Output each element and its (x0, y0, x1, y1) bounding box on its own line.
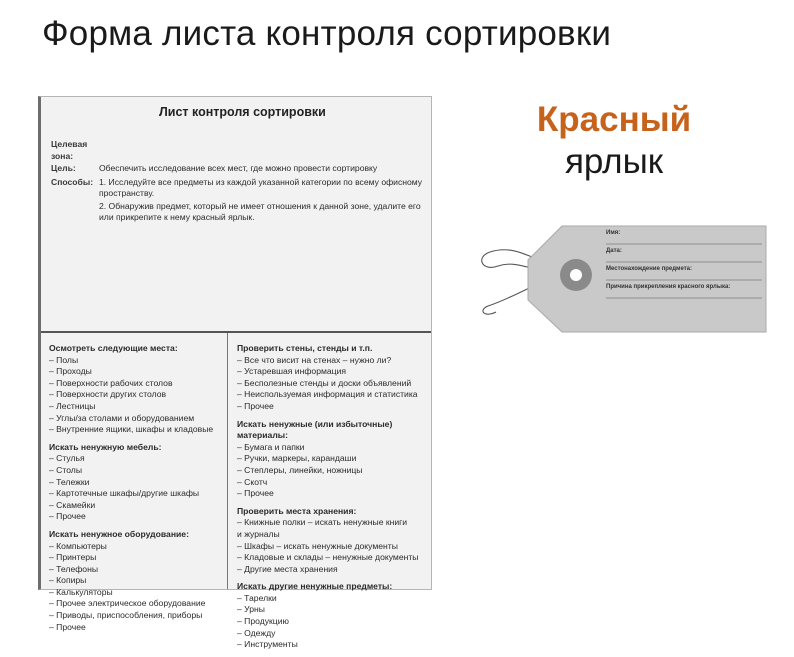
sheet-meta-value (99, 163, 429, 176)
sheet-meta-key: Целевая зона: (51, 139, 88, 161)
sheet-meta-key: Цель: (51, 163, 76, 173)
checklist-item: – Устаревшая информация (237, 366, 347, 377)
checklist-item: – Продукцию (237, 616, 289, 627)
checklist-item: – Прочее (49, 511, 86, 522)
checklist-item: – Прочее электрическое оборудование (49, 598, 206, 609)
sheet-right-column (237, 343, 429, 657)
checklist-item: – Телефоны (49, 563, 98, 574)
checklist-item: – Ручки, маркеры, карандаши (237, 453, 357, 464)
checklist-item: – Прочее (237, 400, 274, 411)
checklist-item: – Урны (237, 604, 265, 615)
sheet-meta-key: Способы: (51, 176, 94, 187)
sheet-meta-value (99, 177, 429, 225)
checklist-item: – Одежду (237, 627, 276, 638)
checklist-heading: Проверить стены, стенды и т.п. (237, 343, 373, 353)
checklist-heading: Проверить места хранения: (237, 505, 357, 516)
sheet-divider (41, 331, 431, 333)
tag-field-label: Причина прикрепления красного ярлыка: (606, 284, 731, 290)
checklist-item: – Столы (49, 464, 82, 475)
sheet-meta-line: 2. Обнаружив предмет, который не имеет отношения к данной зоне, удалите его или прикрепите к нему красный ярлык. (99, 200, 421, 222)
sheet-column-divider (227, 333, 228, 589)
checklist-item: – Принтеры (49, 552, 97, 563)
checklist-item: – Поверхности рабочих столов (49, 377, 173, 388)
checklist-item: и журналы (237, 528, 280, 539)
checklist-heading: Искать ненужную мебель: (49, 441, 162, 452)
sheet-meta-value (99, 139, 429, 162)
tag-caption-label: ярлык (564, 142, 664, 181)
sheet-meta (51, 139, 429, 226)
checklist-heading: Искать ненужные (или избыточные) материалы: (237, 418, 393, 441)
checklist-item: – Скамейки (49, 499, 96, 510)
sheet-meta-row (51, 139, 429, 162)
checklist-item: – Кладовые и склады – ненужные документы (237, 552, 419, 563)
checklist-heading: Осмотреть следующие места: (49, 343, 178, 353)
checklist-item: – Проходы (49, 366, 92, 377)
checklist-section (237, 581, 429, 651)
tag-field-label: Имя: (606, 230, 621, 236)
checklist-item: – Калькуляторы (49, 586, 113, 597)
checklist-item: – Книжные полки – искать ненужные книги (237, 517, 408, 528)
checklist-item: – Прочее (49, 621, 86, 632)
checklist-item: – Скотч (237, 476, 268, 487)
tag-caption-red: Красный (536, 100, 692, 139)
tag-caption (505, 100, 723, 184)
checklist-item: – Неиспользуемая информация и статистика (237, 389, 418, 400)
checklist-item: – Внутренние ящики, шкафы и кладовые (49, 424, 214, 435)
sheet-meta-line: 1. Исследуйте все предметы из каждой указанной категории по всему офисному пространству. (99, 176, 423, 198)
checklist-item: – Компьютеры (49, 540, 107, 551)
tag-field-label: Местонахождение предмета: (606, 266, 692, 272)
checklist-item: – Степлеры, линейки, ножницы (237, 464, 363, 475)
checklist-item: – Стулья (49, 453, 85, 464)
checklist-item: – Шкафы – искать ненужные документы (237, 540, 398, 551)
checklist-section (237, 343, 429, 413)
sheet-title: Лист контроля сортировки (159, 105, 326, 119)
checklist-item: – Бесполезные стенды и доски объявлений (237, 377, 412, 388)
checklist-item: – Бумага и папки (237, 441, 305, 452)
checklist-item: – Приводы, приспособления, приборы (49, 610, 203, 621)
checklist-item: – Копиры (49, 575, 87, 586)
slide-title: Форма листа контроля сортировки (42, 14, 612, 53)
checklist-item: – Другие места хранения (237, 563, 338, 574)
checklist-section (49, 343, 225, 436)
sheet-meta-row (51, 177, 429, 225)
checklist-item: – Все что висит на стенах – нужно ли? (237, 354, 392, 365)
checklist-item: – Картотечные шкафы/другие шкафы (49, 488, 200, 499)
checklist-item: – Тарелки (237, 592, 277, 603)
checklist-item: – Поверхности других столов (49, 389, 167, 400)
tag-hole (570, 269, 582, 281)
checklist-heading: Искать другие ненужные предметы: (237, 581, 393, 592)
sheet-meta-row (51, 163, 429, 176)
checklist-item: – Инструменты (237, 639, 298, 650)
checklist-item: – Углы/за столами и оборудованием (49, 412, 195, 423)
checklist-item: – Полы (49, 354, 79, 365)
checklist-section (237, 419, 429, 500)
checklist-item: – Тележки (49, 476, 90, 487)
checklist-heading: Искать ненужное оборудование: (49, 528, 189, 539)
checklist-section (49, 442, 225, 523)
checklist-item: – Лестницы (49, 400, 96, 411)
sheet-meta-line: Обеспечить исследование всех мест, где можно провести сортировку (99, 163, 378, 173)
checklist-item: – Прочее (237, 488, 274, 499)
tag-field-label: Дата: (606, 248, 622, 254)
checklist-section (49, 529, 225, 633)
sort-control-sheet (38, 96, 432, 650)
checklist-section (237, 506, 429, 576)
